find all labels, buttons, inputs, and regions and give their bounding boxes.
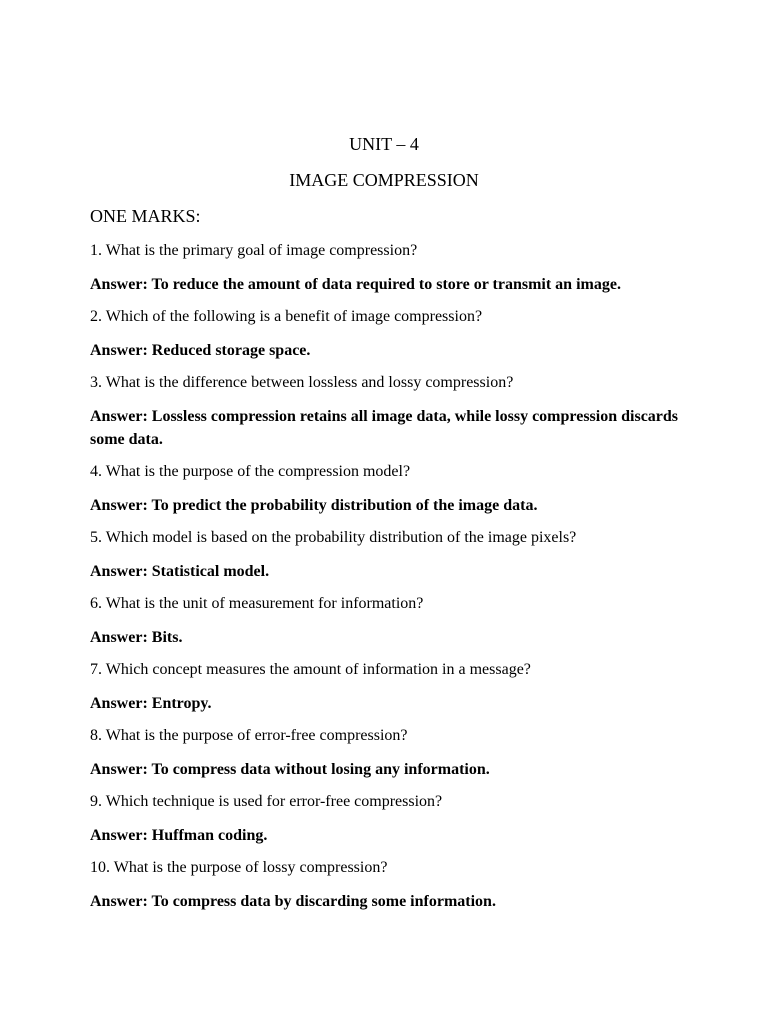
answer-text (90, 560, 690, 583)
question-text: 3. What is the difference between lossless and lossy compression? (90, 374, 514, 391)
answer-text (90, 405, 690, 451)
question-text: 4. What is the purpose of the compression model? (90, 463, 411, 480)
answer-label: Answer: (90, 893, 148, 910)
answer-text (90, 824, 690, 847)
answer-text (90, 692, 690, 715)
question-text: 5. Which model is based on the probability distribution of the image pixels? (90, 529, 577, 546)
answer-text (90, 626, 690, 649)
answer-text (90, 890, 690, 913)
question-text: 1. What is the primary goal of image compression? (90, 242, 418, 259)
answer-value: Huffman coding. (151, 827, 268, 844)
answer-label: Answer: (90, 629, 148, 646)
qa-item (90, 659, 690, 715)
qa-item (90, 240, 690, 296)
answer-label: Answer: (90, 563, 148, 580)
question-text: 6. What is the unit of measurement for information? (90, 595, 424, 612)
answer-label: Answer: (90, 827, 148, 844)
answer-value: Bits. (151, 629, 183, 646)
question-text: 7. Which concept measures the amount of information in a message? (90, 661, 531, 678)
unit-heading: UNIT – 4 (349, 134, 419, 154)
answer-value: To reduce the amount of data required to store or transmit an image. (151, 276, 621, 293)
qa-item (90, 725, 690, 781)
chapter-title: IMAGE COMPRESSION (289, 170, 479, 190)
answer-text (90, 273, 690, 296)
answer-value: Reduced storage space. (151, 342, 311, 359)
answer-label: Answer: (90, 408, 148, 425)
answer-label: Answer: (90, 342, 148, 359)
qa-item (90, 461, 690, 517)
answer-value: To compress data without losing any information. (151, 761, 490, 778)
qa-list (90, 240, 690, 923)
qa-item (90, 857, 690, 913)
answer-value: Statistical model. (151, 563, 270, 580)
answer-label: Answer: (90, 695, 148, 712)
question-text: 9. Which technique is used for error-free compression? (90, 793, 443, 810)
answer-value: To predict the probability distribution of the image data. (151, 497, 538, 514)
question-text: 8. What is the purpose of error-free compression? (90, 727, 408, 744)
answer-label: Answer: (90, 276, 148, 293)
qa-item (90, 791, 690, 847)
answer-value: Lossless compression retains all image data, while lossy compression discards some data. (90, 408, 679, 448)
qa-item (90, 593, 690, 649)
answer-value: Entropy. (151, 695, 212, 712)
qa-item (90, 306, 690, 362)
answer-label: Answer: (90, 497, 148, 514)
answer-value: To compress data by discarding some information. (151, 893, 496, 910)
question-text: 10. What is the purpose of lossy compression? (90, 859, 388, 876)
answer-text (90, 339, 690, 362)
qa-item (90, 372, 690, 451)
question-text: 2. Which of the following is a benefit of image compression? (90, 308, 483, 325)
answer-text (90, 494, 690, 517)
answer-text (90, 758, 690, 781)
answer-label: Answer: (90, 761, 148, 778)
qa-item (90, 527, 690, 583)
section-heading: ONE MARKS: (90, 206, 201, 226)
